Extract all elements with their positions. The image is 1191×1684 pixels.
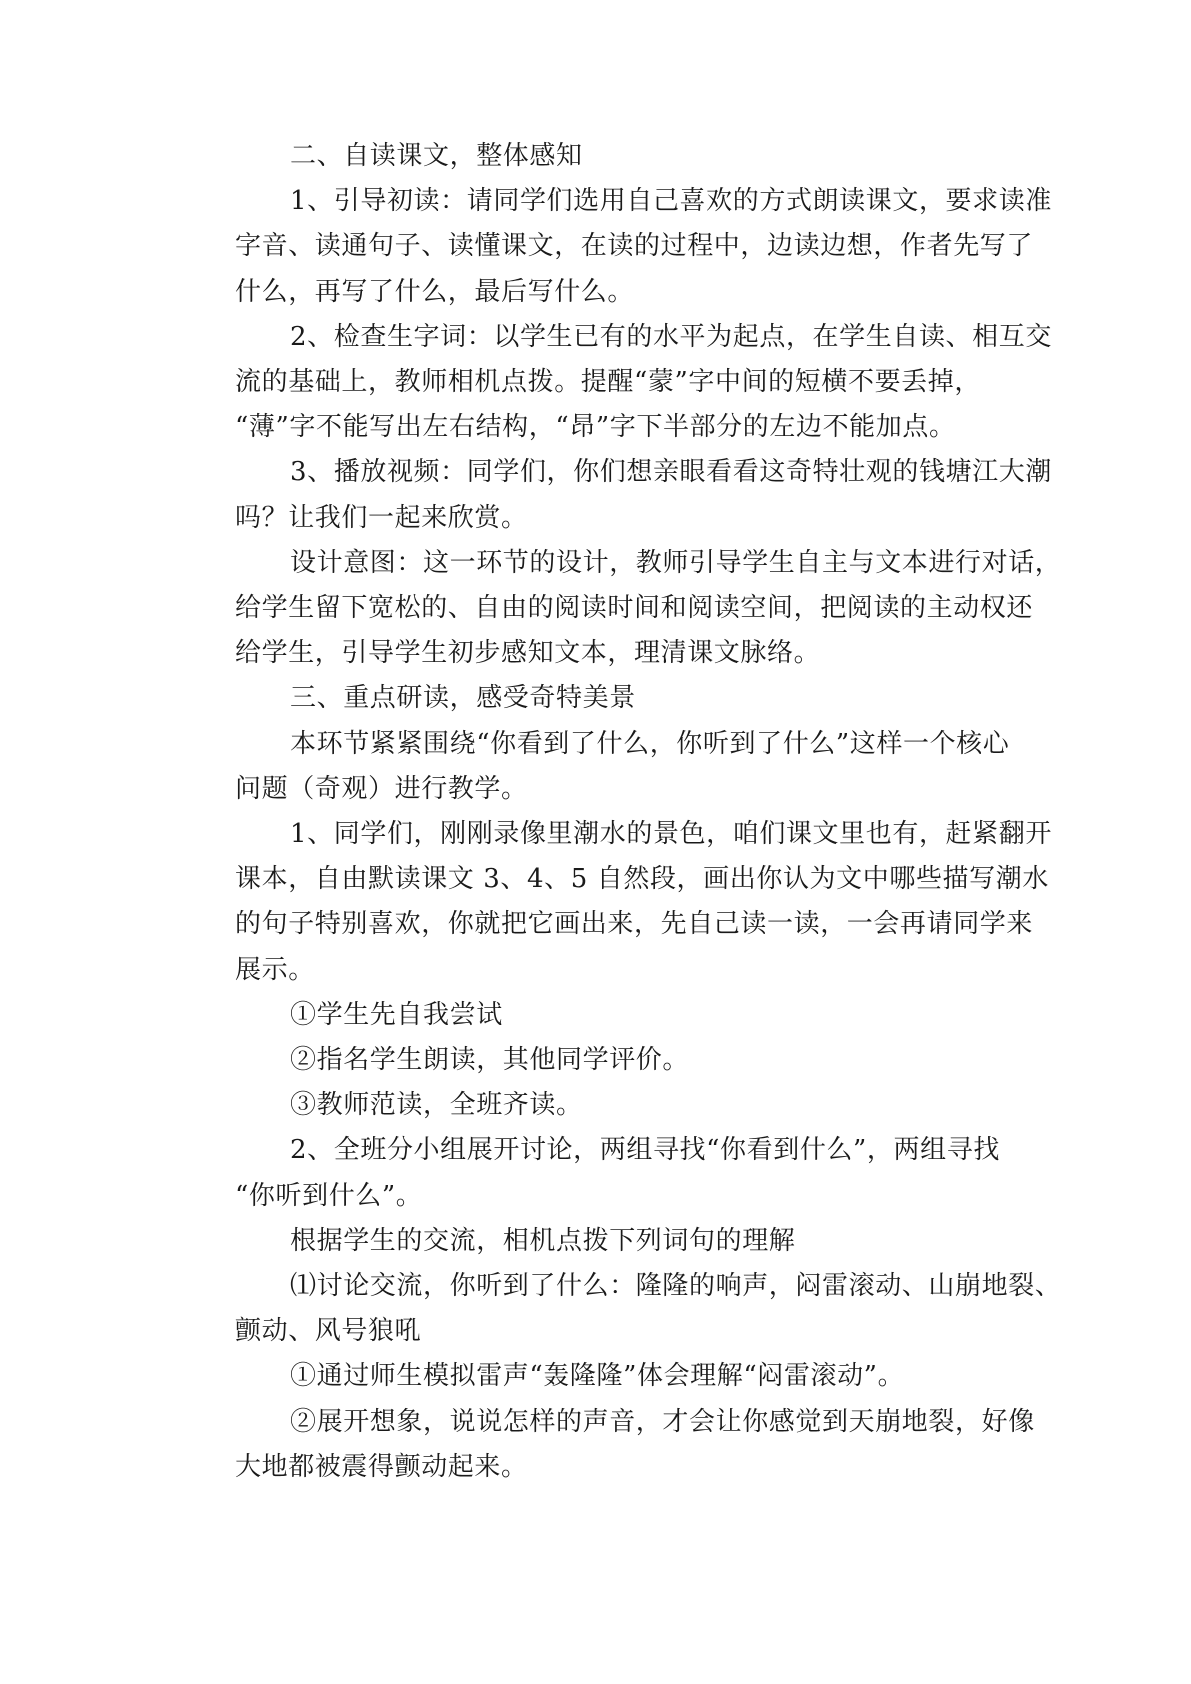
text-line: 三、重点研读，感受奇特美景 (290, 683, 636, 714)
text-line: 本环节紧紧围绕“你看到了什么，你听到了什么”这样一个核心 (290, 728, 1010, 759)
text-line: ③教师范读，全班齐读。 (290, 1090, 583, 1121)
text-line: ①通过师生模拟雷声“轰隆隆”体会理解“闷雷滚动”。 (290, 1361, 905, 1392)
heading-self-reading (180, 134, 1030, 179)
text-line: 吗？让我们一起来欣赏。 (235, 502, 528, 533)
text-line: “薄”字不能写出左右结构，“昂”字下半部分的左边不能加点。 (235, 412, 956, 443)
text-line: 给学生留下宽松的、自由的阅读时间和阅读空间，把阅读的主动权还 (235, 593, 1034, 624)
text-line: ②指名学生朗读，其他同学评价。 (290, 1045, 690, 1076)
text-line: 给学生，引导学生初步感知文本，理清课文脉络。 (235, 638, 821, 669)
text-line: ②展开想象，说说怎样的声音，才会让你感觉到天崩地裂，好像 (290, 1406, 1035, 1437)
text-line: 2、检查生字词：以学生已有的水平为起点，在学生自读、相互交 (290, 321, 1052, 352)
paragraph-design-intent (180, 541, 1062, 677)
document-body (180, 134, 1062, 1490)
paragraph-check-words (180, 315, 1052, 451)
text-line: 二、自读课文，整体感知 (290, 141, 583, 171)
text-line: 1、同学们，刚刚录像里潮水的景色，咱们课文里也有，赶紧翻开 (290, 819, 1052, 850)
paragraph-what-heard (180, 1264, 1062, 1354)
list-item-imagine-sound (180, 1400, 1035, 1490)
paragraph-core-question (180, 722, 1030, 812)
text-line: ①学生先自我尝试 (290, 999, 503, 1030)
list-item-teacher-model (180, 1083, 1030, 1128)
text-line: 2、全班分小组展开讨论，两组寻找“你看到什么”，两组寻找 (290, 1135, 1000, 1166)
text-line: 3、播放视频：同学们，你们想亲眼看看这奇特壮观的钱塘江大潮 (290, 457, 1052, 488)
text-line: “你听到什么”。 (235, 1180, 423, 1211)
text-line: 展示。 (235, 954, 315, 985)
paragraph-word-understanding (180, 1219, 1030, 1264)
list-item-read-aloud (180, 1038, 1030, 1083)
text-line: 流的基础上，教师相机点拨。提醒“蒙”字中间的短横不要丢掉， (235, 367, 981, 398)
text-line: 课本，自由默读课文 3、4、5 自然段，画出你认为文中哪些描写潮水 (235, 864, 1049, 895)
text-line: ⑴讨论交流，你听到了什么：隆隆的响声，闷雷滚动、山崩地裂、 (290, 1271, 1062, 1302)
text-line: 根据学生的交流，相机点拨下列词句的理解 (290, 1225, 796, 1256)
heading-focused-reading (180, 676, 1030, 721)
text-line: 的句子特别喜欢，你就把它画出来，先自己读一读，一会再请同学来 (235, 909, 1034, 940)
text-line: 1、引导初读：请同学们选用自己喜欢的方式朗读课文，要求读准 (290, 186, 1052, 217)
paragraph-play-video (180, 450, 1052, 540)
paragraph-silent-reading (180, 812, 1052, 993)
text-line: 颤动、风号狼吼 (235, 1316, 422, 1347)
text-line: 大地都被震得颤动起来。 (235, 1451, 528, 1482)
text-line: 字音、读通句子、读懂课文，在读的过程中，边读边想，作者先写了 (235, 231, 1034, 262)
text-line: 什么，再写了什么，最后写什么。 (235, 276, 635, 307)
paragraph-group-discussion (180, 1128, 1030, 1218)
text-line: 问题（奇观）进行教学。 (235, 773, 528, 804)
list-item-self-try (180, 993, 1030, 1038)
text-line: 设计意图：这一环节的设计，教师引导学生自主与文本进行对话， (290, 547, 1062, 578)
paragraph-guided-reading (180, 179, 1052, 315)
list-item-simulate-thunder (180, 1354, 1030, 1399)
